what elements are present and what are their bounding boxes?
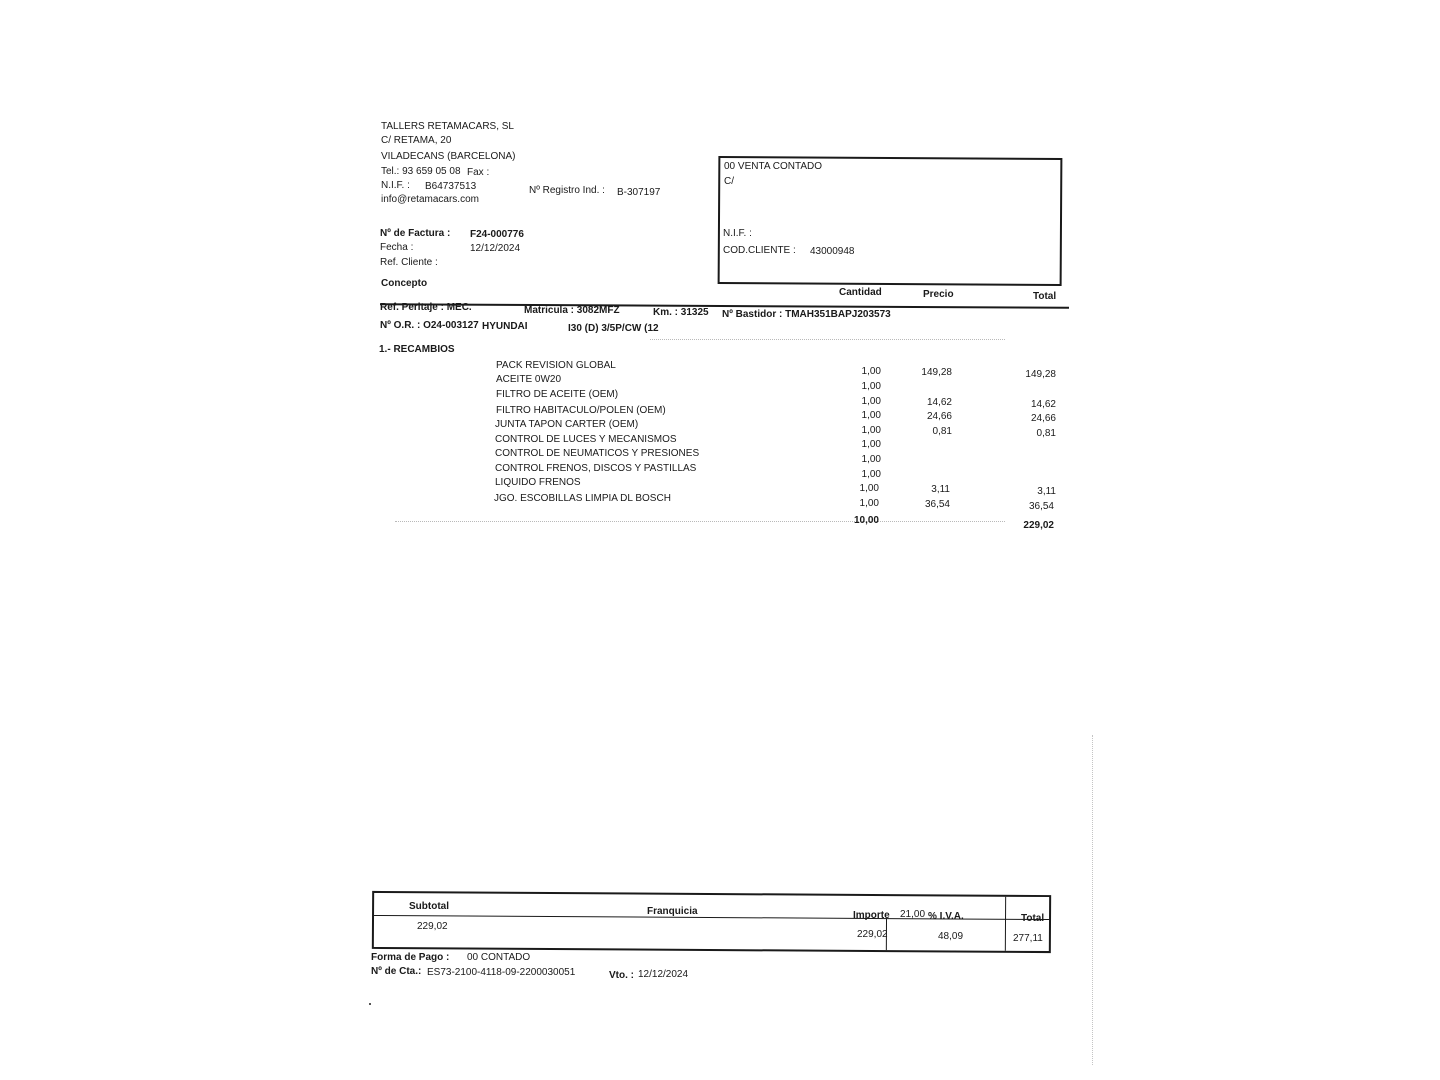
subtotal-value: 229,02 <box>417 921 448 932</box>
importe-value: 229,02 <box>857 929 888 940</box>
scan-edge-line <box>1092 735 1093 1065</box>
due-date-label: Vto. : <box>609 970 634 981</box>
item-quantity: 1,00 <box>861 425 881 436</box>
invoice-number-label: Nº de Factura : <box>380 228 451 239</box>
item-total: 14,62 <box>1030 399 1056 410</box>
invoice-number-value: F24-000776 <box>470 229 524 240</box>
column-concept: Concepto <box>381 278 428 289</box>
item-quantity: 1,00 <box>859 498 879 509</box>
company-street: C/ RETAMA, 20 <box>381 135 452 146</box>
dotted-rule <box>650 339 1005 340</box>
item-quantity: 1,00 <box>861 410 881 421</box>
scan-speck <box>369 1003 371 1005</box>
item-price: 36,54 <box>924 499 950 510</box>
client-code-label: COD.CLIENTE : <box>723 245 796 256</box>
client-box <box>718 156 1063 286</box>
item-price: 24,66 <box>926 411 952 422</box>
item-description: ACEITE 0W20 <box>496 374 562 385</box>
item-quantity: 1,00 <box>861 366 881 377</box>
item-price: 3,11 <box>931 484 950 495</box>
client-nif-label: N.I.F. : <box>723 228 752 239</box>
company-nif-label: N.I.F. : <box>381 180 410 191</box>
company-name: TALLERS RETAMACARS, SL <box>381 121 514 132</box>
iva-rate: 21,00 <box>900 909 926 920</box>
importe-label: Importe <box>853 910 890 921</box>
item-price: 0,81 <box>932 426 952 437</box>
item-description: FILTRO DE ACEITE (OEM) <box>496 389 619 400</box>
total-value: 277,11 <box>1013 933 1043 944</box>
payment-method-value: 00 CONTADO <box>467 952 531 963</box>
company-nif-value: B64737513 <box>425 181 477 192</box>
item-quantity: 1,00 <box>861 396 881 407</box>
client-code-value: 43000948 <box>810 246 855 257</box>
column-total: Total <box>1033 291 1057 302</box>
vehicle-order: Nº O.R. : O24-003127 <box>380 320 479 331</box>
section-total: 229,02 <box>1023 520 1054 531</box>
column-quantity: Cantidad <box>839 287 882 298</box>
item-total: 36,54 <box>1028 501 1054 512</box>
item-quantity: 1,00 <box>861 381 881 392</box>
item-price: 14,62 <box>926 397 952 408</box>
totals-divider <box>1005 897 1006 951</box>
item-description: PACK REVISION GLOBAL <box>496 360 616 371</box>
item-total: 149,28 <box>1025 369 1056 380</box>
item-description: CONTROL DE LUCES Y MECANISMOS <box>495 434 677 445</box>
client-name: 00 VENTA CONTADO <box>724 161 822 172</box>
section-qty-total: 10,00 <box>853 515 879 526</box>
company-city: VILADECANS (BARCELONA) <box>381 151 516 162</box>
franquicia-label: Franquicia <box>647 906 698 917</box>
vehicle-km: Km. : 31325 <box>653 307 709 318</box>
payment-method-label: Forma de Pago : <box>371 952 450 963</box>
client-ref-label: Ref. Cliente : <box>380 257 438 268</box>
invoice-date-label: Fecha : <box>380 242 414 253</box>
registry-value: B-307197 <box>617 187 661 198</box>
company-fax-label: Fax : <box>467 167 490 178</box>
vehicle-chassis: Nº Bastidor : TMAH351BAPJ203573 <box>722 309 891 320</box>
column-price: Precio <box>923 289 954 300</box>
vehicle-plate: Matricula : 3082MFZ <box>524 305 620 316</box>
registry-label: Nº Registro Ind. : <box>529 185 605 196</box>
subtotal-label: Subtotal <box>409 901 449 912</box>
item-quantity: 1,00 <box>859 483 879 494</box>
client-address: C/ <box>724 176 734 187</box>
vehicle-brand: HYUNDAI <box>482 321 528 332</box>
item-quantity: 1,00 <box>861 439 881 450</box>
item-description: CONTROL FRENOS, DISCOS Y PASTILLAS <box>495 463 697 474</box>
vehicle-model: I30 (D) 3/5P/CW (12 <box>568 323 659 334</box>
section-title: 1.- RECAMBIOS <box>379 344 455 355</box>
invoice-date-value: 12/12/2024 <box>470 243 521 254</box>
item-description: JGO. ESCOBILLAS LIMPIA DL BOSCH <box>494 493 671 504</box>
header-rule <box>380 303 1069 309</box>
item-quantity: 1,00 <box>861 469 881 480</box>
dotted-rule <box>395 521 1005 522</box>
company-email: info@retamacars.com <box>381 194 479 205</box>
company-phone: Tel.: 93 659 05 08 <box>381 166 461 177</box>
vehicle-peritaje: Ref. Peritaje : MEC. <box>380 302 472 313</box>
account-label: Nº de Cta.: <box>371 966 422 977</box>
total-label: Total <box>1021 913 1045 924</box>
item-total: 0,81 <box>1036 428 1056 439</box>
item-description: CONTROL DE NEUMATICOS Y PRESIONES <box>495 448 700 459</box>
item-price: 149,28 <box>921 367 952 378</box>
account-value: ES73-2100-4118-09-2200030051 <box>427 967 576 978</box>
item-total: 3,11 <box>1037 486 1056 497</box>
item-description: JUNTA TAPON CARTER (OEM) <box>495 419 639 430</box>
item-quantity: 1,00 <box>861 454 881 465</box>
item-description: LIQUIDO FRENOS <box>495 477 581 488</box>
item-total: 24,66 <box>1030 413 1056 424</box>
due-date-value: 12/12/2024 <box>638 969 689 980</box>
item-description: FILTRO HABITACULO/POLEN (OEM) <box>496 405 666 416</box>
iva-value: 48,09 <box>938 931 964 942</box>
iva-label: % I.V.A. <box>928 911 964 922</box>
